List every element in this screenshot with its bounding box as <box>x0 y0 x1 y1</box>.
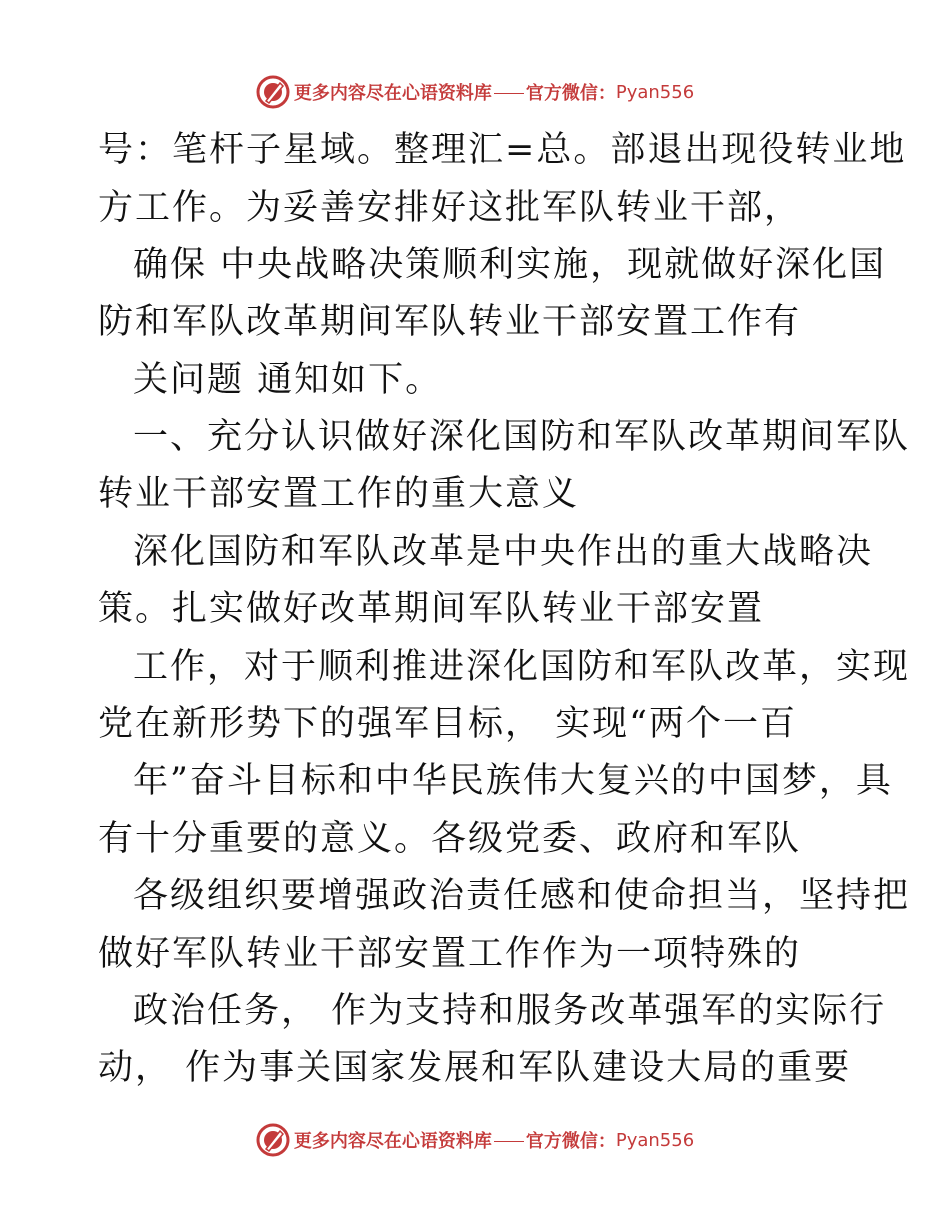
body-line: 策。扎实做好改革期间军队转业干部安置 <box>98 589 765 629</box>
body-line: 方工作。为妥善安排好这批军队转业干部， <box>98 188 802 228</box>
footer-separator <box>494 1141 524 1142</box>
pen-seal-logo-icon <box>256 75 290 109</box>
body-line: 确保 中央战略决策顺利实施，现就做好深化国 <box>133 245 887 285</box>
body-line: 年”奋斗目标和中华民族伟大复兴的中国梦，具 <box>133 761 893 801</box>
header-separator <box>494 93 524 94</box>
body-line: 做好军队转业干部安置工作作为一项特殊的 <box>98 934 802 974</box>
body-line: 防和军队改革期间军队转业干部安置工作有 <box>98 302 802 342</box>
header-main-text: 更多内容尽在心语资料库 <box>293 83 492 104</box>
header-wechat-id: Pyan556 <box>615 81 695 103</box>
pen-seal-logo-icon <box>256 1123 290 1157</box>
body-line: 关问题 通知如下。 <box>133 360 443 400</box>
footer-official-text: 官方微信： <box>525 1131 616 1152</box>
body-line: 转业干部安置工作的重大意义 <box>98 474 580 514</box>
footer-wechat-id: Pyan556 <box>615 1129 695 1151</box>
body-line: 有十分重要的意义。各级党委、政府和军队 <box>98 819 802 859</box>
header-banner <box>0 72 950 112</box>
footer-banner <box>0 1120 950 1160</box>
body-line: 号：笔杆子星域。整理汇=总。部退出现役转业地 <box>98 130 907 170</box>
body-line: 动， 作为事关国家发展和军队建设大局的重要 <box>98 1048 852 1088</box>
body-line: 一、充分认识做好深化国防和军队改革期间军队 <box>133 417 911 457</box>
body-line: 政治任务， 作为支持和服务改革强军的实际行 <box>133 991 887 1031</box>
body-line: 工作，对于顺利推进深化国防和军队改革，实现 <box>133 647 911 687</box>
body-line: 党在新形势下的强军目标， 实现“两个一百 <box>98 704 798 744</box>
body-line: 各级组织要增强政治责任感和使命担当，坚持把 <box>133 876 911 916</box>
header-official-text: 官方微信： <box>525 83 616 104</box>
footer-main-text: 更多内容尽在心语资料库 <box>293 1131 492 1152</box>
body-line: 深化国防和军队改革是中央作出的重大战略决 <box>133 532 874 572</box>
